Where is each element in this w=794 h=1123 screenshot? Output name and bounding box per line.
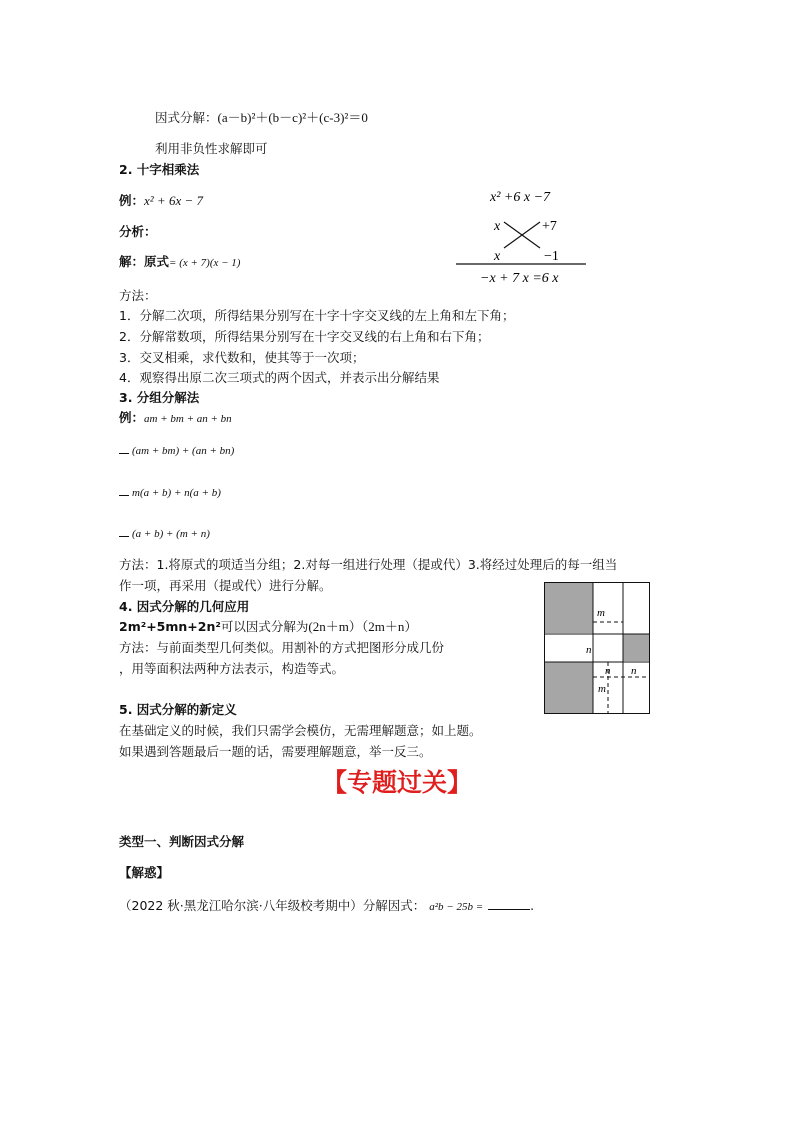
grouping-example bbox=[119, 410, 232, 427]
figure-label-m-top: m bbox=[597, 607, 605, 619]
jiehuo-label: 【解惑】 bbox=[119, 865, 170, 880]
geometry-method-line-1: 方法：与前面类型几何类似。用割补的方式把图形分成几份 bbox=[119, 640, 445, 655]
grouping-method-line-2: 作一项，再采用（提或代）进行分解。 bbox=[119, 578, 332, 593]
geometry-method-line-2: ，用等面积法两种方法表示，构造等式。 bbox=[119, 661, 345, 676]
geometry-text: 可以因式分解为 bbox=[220, 619, 309, 634]
geometry-expression-line bbox=[119, 619, 417, 635]
grouping-step-3-expression: (a + b) + (m + n) bbox=[132, 528, 210, 540]
equals-sign bbox=[119, 447, 129, 454]
section-2-title: 2. 十字相乘法 bbox=[119, 162, 200, 177]
analysis-label: 分析： bbox=[119, 224, 157, 239]
grouping-example-expression: am + bm + an + bn bbox=[144, 413, 232, 425]
diagram-left-bottom: x bbox=[494, 249, 501, 264]
geometry-polynomial: 2m²+5mn+2n² bbox=[119, 619, 221, 634]
grouping-method-line-1: 方法：1.将原式的项适当分组；2.对每一组进行处理（提或代）3.将经过处理后的每一组当 bbox=[119, 557, 618, 572]
question-end: . bbox=[530, 898, 535, 913]
example-label: 例： bbox=[119, 193, 145, 208]
question-source: （2022 秋·黑龙江哈尔滨·八年级校考期中）分解因式： bbox=[119, 898, 426, 913]
figure-label-n-middle: n bbox=[586, 644, 592, 656]
solution-expression: = (x + 7)(x − 1) bbox=[169, 257, 241, 269]
topic-review-banner: 【专题过关】 bbox=[321, 768, 472, 797]
diagram-top-expression: x² +6 x −7 bbox=[490, 190, 551, 205]
type-1-title: 类型一、判断因式分解 bbox=[119, 834, 245, 849]
equals-sign bbox=[119, 530, 129, 537]
diagram-right-top: +7 bbox=[542, 219, 557, 234]
factor-formula: (a－b)²＋(b－c)²＋(c-3)²＝0 bbox=[217, 110, 368, 125]
method-label: 方法： bbox=[119, 288, 157, 303]
answer-blank[interactable] bbox=[488, 897, 530, 910]
example-expression: x² + 6x − 7 bbox=[144, 193, 203, 208]
new-definition-line-2: 如果遇到答题最后一题的话，需要理解题意，举一反三。 bbox=[119, 744, 432, 759]
example-line bbox=[119, 193, 203, 209]
section-5-title: 5. 因式分解的新定义 bbox=[119, 702, 237, 717]
factor-equation-line bbox=[155, 110, 368, 126]
grouping-step-2-expression: m(a + b) + n(a + b) bbox=[132, 487, 221, 499]
section-3-title: 3. 分组分解法 bbox=[119, 390, 200, 405]
question-line bbox=[119, 897, 534, 915]
section-4-title: 4. 因式分解的几何应用 bbox=[119, 599, 250, 614]
method-step-2: 2．分解常数项，所得结果分别写在十字交叉线的右上角和右下角； bbox=[119, 329, 490, 344]
area-model-figure bbox=[544, 582, 652, 715]
method-step-3: 3．交叉相乘，求代数和，使其等于一次项； bbox=[119, 350, 365, 365]
solution-label: 解：原式 bbox=[119, 254, 170, 269]
figure-label-n-bottom-2: n bbox=[631, 665, 637, 677]
method-step-1: 1．分解二次项，所得结果分别写在十字十字交叉线的左上角和左下角； bbox=[119, 308, 515, 323]
shaded-block-middle-right bbox=[623, 634, 649, 661]
equals-sign bbox=[119, 489, 129, 496]
method-step-4: 4．观察得出原二次三项式的两个因式，并表示出分解结果 bbox=[119, 370, 440, 385]
figure-label-m-bottom: m bbox=[598, 683, 606, 695]
diagram-result: −x + 7 x =6 x bbox=[480, 271, 559, 286]
solution-line bbox=[119, 254, 240, 271]
grouping-step-1-expression: (am + bm) + (an + bn) bbox=[132, 445, 235, 457]
grouping-step-2 bbox=[119, 484, 221, 501]
grouping-step-3 bbox=[119, 525, 210, 542]
shaded-block-bottom-left bbox=[545, 662, 593, 713]
cross-multiplication-diagram bbox=[452, 182, 592, 290]
geometry-result: (2n＋m）（2m＋n） bbox=[308, 619, 418, 634]
new-definition-line-1: 在基础定义的时候，我们只需学会模仿，无需理解题意；如上题。 bbox=[119, 723, 482, 738]
non-negative-hint: 利用非负性求解即可 bbox=[155, 141, 268, 156]
factor-label: 因式分解： bbox=[155, 110, 218, 125]
shaded-block-top-left bbox=[545, 583, 593, 633]
grouping-step-1 bbox=[119, 442, 234, 459]
grouping-example-label: 例： bbox=[119, 410, 145, 425]
question-expression: a²b − 25b = bbox=[429, 901, 484, 913]
figure-label-n-bottom-1: n bbox=[605, 665, 611, 677]
diagram-left-top: x bbox=[494, 219, 501, 234]
diagram-right-bottom: −1 bbox=[544, 249, 559, 264]
